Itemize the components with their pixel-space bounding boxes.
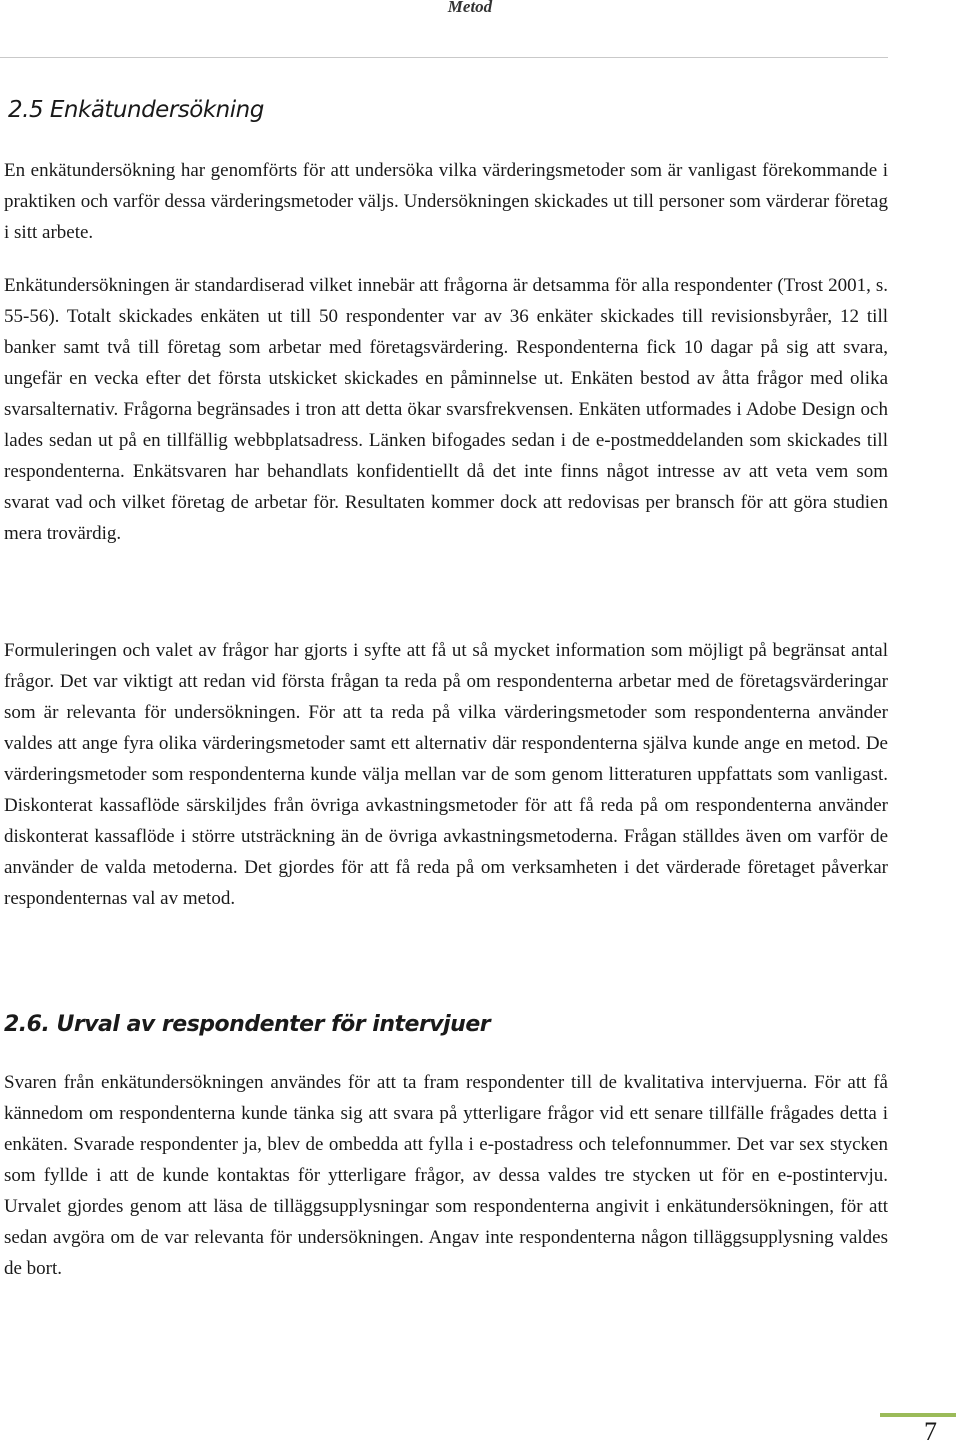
section-heading-urval: 2.6. Urval av respondenter för intervjuer xyxy=(4,1012,491,1037)
paragraph-text: En enkätundersökning har genomförts för att undersöka vilka värderingsmetoder som är vanligast förekommande i praktiken och varför dessa värderingsmetoder väljs. Undersökningen skickades ut till personer som värderar företag i sitt arbete. xyxy=(4,160,888,243)
paragraph-text: Formuleringen och valet av frågor har gjorts i syfte att få ut så mycket information som möjligt på begränsat antal frågor. Det var viktigt att redan vid första frågan ta reda på om respondenterna arbetar med de företagsvärderingar som är relevanta för undersökningen. För att ta reda på vilka värderingsmetoder som respondenterna använder valdes att ange fyra olika värderingsmetoder samt ett alternativ där respondenterna själva kunde ange en metod. De värderingsmetoder som respondenterna kunde välja mellan var de som genom litteraturen uppfattats som vanligast. Diskonterat kassaflöde särskiljdes från övriga avkastningsmetoder för att få reda på om respondenterna använder diskonterat kassaflöde i större utsträckning än de övriga avkastningsmetoderna. Frågan ställdes även om varför de använder de valda metoderna. Det gjordes för att få reda på om verksamheten i det värderade företaget påverkar respondenternas val av metod. xyxy=(4,640,888,909)
header-divider xyxy=(0,57,888,58)
running-header: Metod xyxy=(447,0,493,16)
paragraph xyxy=(4,1067,888,1284)
section-heading-enkatundersokning: 2.5 Enkätundersökning xyxy=(8,97,264,123)
paragraph xyxy=(4,270,888,549)
footer-accent-rule xyxy=(880,1413,956,1417)
paragraph xyxy=(4,635,888,914)
page-number: 7 xyxy=(924,1417,937,1446)
paragraph xyxy=(4,155,888,248)
paragraph-text: Enkätundersökningen är standardiserad vilket innebär att frågorna är detsamma för alla respondenter (Trost 2001, s. 55-56). Totalt skickades enkäten ut till 50 respondenter var av 36 enkäter skickades till revisionsbyråer, 12 till banker samt två till företag som arbetar med företagsvärdering. Respondenterna fick 10 dagar på sig att svara, ungefär en vecka efter det första utskicket skickades en påminnelse ut. Enkäten bestod av åtta frågor med olika svarsalternativ. Frågorna begränsades i tron att detta ökar svarsfrekvensen. Enkäten utformades i Adobe Design och lades sedan ut på en tillfällig webbplatsadress. Länken bifogades sedan i de e-postmeddelanden som skickades till respondenterna. Enkätsvaren har behandlats konfidentiellt då det inte finns något intresse av att veta vem som svarat vad och vilket företag de arbetar för. Resultaten kommer dock att redovisas per bransch för att göra studien mera trovärdig. xyxy=(4,275,888,544)
paragraph-text: Svaren från enkätundersökningen användes för att ta fram respondenter till de kvalitativa intervjuerna. För att få kännedom om respondenterna kunde tänka sig att svara på ytterligare frågor vid ett senare tillfälle frågades detta i enkäten. Svarade respondenter ja, blev de ombedda att fylla i e-postadress och telefonnummer. Det var sex stycken som fyllde i att de kunde kontaktas för ytterligare frågor, av dessa valdes tre stycken ut för en e-postintervju. Urvalet gjordes genom att läsa de tilläggsupplysningar som respondenterna angivit i enkätundersökningen, för att sedan avgöra om de var relevanta för undersökningen. Angav inte respondenterna någon tilläggsupplysning valdes de bort. xyxy=(4,1072,888,1279)
